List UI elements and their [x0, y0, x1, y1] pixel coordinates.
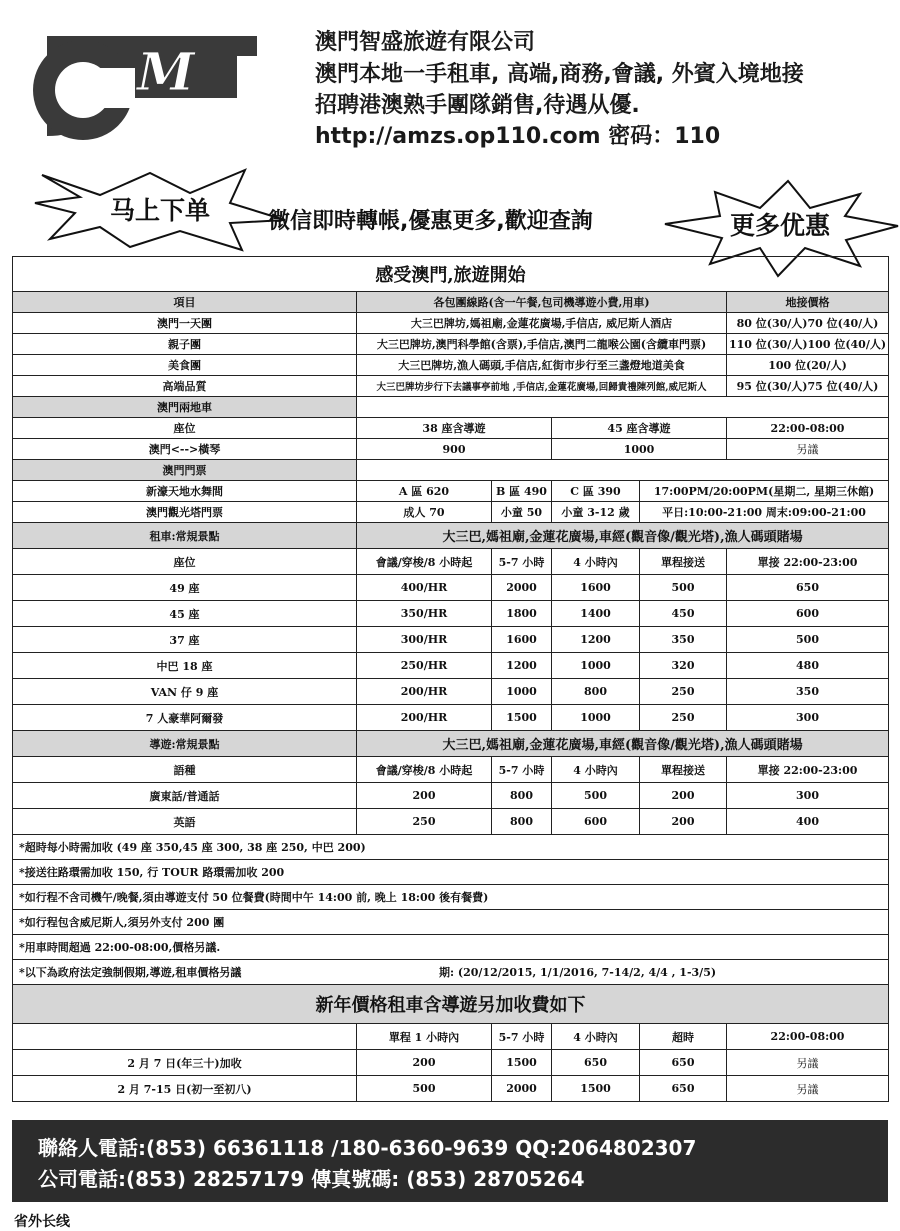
company-phone[interactable]: 公司電話:(853) 28257179 傳真號碼: (853) 28705264 — [38, 1167, 585, 1191]
tour-price: 110 位(30/人)100 位(40/人) — [727, 334, 889, 355]
tour-name: 美食團 — [13, 355, 357, 376]
svg-text:M: M — [137, 42, 195, 103]
note-row — [13, 835, 889, 860]
section-tickets — [13, 460, 889, 481]
col-header: 單程 1 小時內 — [357, 1024, 492, 1050]
newyear-title-row — [13, 985, 889, 1024]
header-price: 地接價格 — [727, 292, 889, 313]
more-offers-text: 更多优惠 — [729, 211, 831, 240]
order-now-text: 马上下单 — [109, 196, 211, 225]
note-row — [13, 860, 889, 885]
section-rental — [13, 523, 889, 549]
tour-price: 95 位(30/人)75 位(40/人) — [727, 376, 889, 397]
company-name: 澳門智盛旅遊有限公司 — [315, 30, 536, 55]
col-header: 單接 22:00-23:00 — [727, 757, 889, 783]
table-row: 49 座 400/HR 2000 1600 500 650 — [13, 575, 889, 601]
guide-header-row — [13, 757, 889, 783]
tour-name: 澳門一天團 — [13, 313, 357, 334]
section-label: 澳門兩地車 — [13, 397, 357, 418]
tour-name: 親子團 — [13, 334, 357, 355]
price-c: 另議 — [727, 439, 889, 460]
seat-time: 22:00-08:00 — [727, 418, 889, 439]
table-row: 2 月 7-15 日(初一至初八) 500 2000 1500 650 另議 — [13, 1076, 889, 1102]
ticket-note: 平日:10:00-21:00 周末:09:00-21:00 — [640, 502, 889, 523]
col-header: 4 小時內 — [552, 757, 640, 783]
holiday-dates: 期: (20/12/2015, 1/1/2016, 7-14/2, 4/4 , 1-3/5) — [439, 966, 717, 979]
note-row — [13, 910, 889, 935]
price-b: 1000 — [552, 439, 727, 460]
contact-footer — [12, 1120, 888, 1202]
table-row: 45 座 350/HR 1800 1400 450 600 — [13, 601, 889, 627]
company-logo — [25, 28, 270, 148]
ticket-name: 新濠天地水舞間 — [13, 481, 357, 502]
col-header: 超時 — [640, 1024, 727, 1050]
holiday-note — [13, 960, 889, 985]
note-text: *接送往路環需加收 150, 行 TOUR 路環需加收 200 — [13, 860, 889, 885]
table-row — [13, 439, 889, 460]
rental-header-row — [13, 549, 889, 575]
logo-cn-text: 智盛旅游有限公司 — [143, 100, 231, 113]
price-table — [12, 256, 889, 1102]
col-header: 語種 — [13, 757, 357, 783]
ticket-b: B 區 490 — [492, 481, 552, 502]
ticket-name: 澳門觀光塔門票 — [13, 502, 357, 523]
tour-header-row — [13, 292, 889, 313]
price-a: 900 — [357, 439, 552, 460]
note-text: *用車時間超過 22:00-08:00,價格另議. — [13, 935, 889, 960]
tour-route: 大三巴牌坊,澳門科學館(含票),手信店,澳門二龍喉公園(含纜車門票) — [357, 334, 727, 355]
table-row: VAN 仔 9 座 200/HR 1000 800 250 350 — [13, 679, 889, 705]
col-header: 單程接送 — [640, 549, 727, 575]
header-route: 各包團線路(含一午餐,包司機導遊小費,用車) — [357, 292, 727, 313]
col-header: 會議/穿梭/8 小時起 — [357, 757, 492, 783]
section-crossborder — [13, 397, 889, 418]
col-header: 4 小時內 — [552, 549, 640, 575]
col-header: 單程接送 — [640, 757, 727, 783]
tour-price: 80 位(30/人)70 位(40/人) — [727, 313, 889, 334]
note-row — [13, 885, 889, 910]
section-label: 導遊:常規景點 — [13, 731, 357, 757]
table-row — [13, 481, 889, 502]
logo-en-text: SMART (C&M) TURISMO LDA. — [143, 117, 249, 125]
col-header: 5-7 小時 — [492, 757, 552, 783]
col-header: 單接 22:00-23:00 — [727, 549, 889, 575]
col-header: 5-7 小時 — [492, 1024, 552, 1050]
table-row: 37 座 300/HR 1600 1200 350 500 — [13, 627, 889, 653]
col-header: 22:00-08:00 — [727, 1024, 889, 1050]
note-text: *如行程包含威尼斯人,須另外支付 200 團 — [13, 910, 889, 935]
col-header: 5-7 小時 — [492, 549, 552, 575]
tour-name: 高端品質 — [13, 376, 357, 397]
bottom-text: 省外长线 — [14, 1214, 70, 1230]
header-services: 澳門本地一手租車, 高端,商務,會議, 外賓入境地接 — [315, 62, 804, 87]
newyear-header-row — [13, 1024, 889, 1050]
col-header: 座位 — [13, 549, 357, 575]
ticket-a: A 區 620 — [357, 481, 492, 502]
col-header: 4 小時內 — [552, 1024, 640, 1050]
note-row-holiday — [13, 960, 889, 985]
section-label: 澳門門票 — [13, 460, 357, 481]
tour-price: 100 位(20/人) — [727, 355, 889, 376]
section-guide — [13, 731, 889, 757]
table-row — [13, 502, 889, 523]
section-area: 大三巴,媽祖廟,金蓮花廣場,車經(觀音像/觀光塔),漁人碼頭賭場 — [357, 731, 889, 757]
order-now-burst[interactable] — [30, 165, 290, 255]
newyear-title: 新年價格租車含導遊另加收費如下 — [13, 985, 889, 1024]
table-row: 廣東話/普通話 200 800 500 200 300 — [13, 783, 889, 809]
tour-route: 大三巴牌坊,媽祖廟,金蓮花廣場,手信店, 威尼斯人酒店 — [357, 313, 727, 334]
col-header: 會議/穿梭/8 小時起 — [357, 549, 492, 575]
table-row — [13, 334, 889, 355]
table-row — [13, 313, 889, 334]
ticket-note: 17:00PM/20:00PM(星期二, 星期三休館) — [640, 481, 889, 502]
tour-route: 大三巴牌坊步行下去議事亭前地 ,手信店,金蓮花廣場,回歸貴禮陳列館,威尼斯人 — [357, 376, 727, 397]
header-item: 項目 — [13, 292, 357, 313]
holiday-text: *以下為政府法定強制假期,導遊,租車價格另議 — [19, 966, 242, 979]
seat-b: 45 座含導遊 — [552, 418, 727, 439]
table-row: 英語 250 800 600 200 400 — [13, 809, 889, 835]
header-recruit: 招聘港澳熟手團隊銷售,待遇从優. — [315, 93, 640, 118]
section-area: 大三巴,媽祖廟,金蓮花廣場,車經(觀音像/觀光塔),漁人碼頭賭場 — [357, 523, 889, 549]
note-text: *如行程不含司機午/晚餐,須由導遊支付 50 位餐費(時間中午 14:00 前, 晚上 18:00 後有餐費) — [13, 885, 889, 910]
contact-phone[interactable]: 聯絡人電話:(853) 66361118 /180-6360-9639 QQ:2064802307 — [38, 1136, 697, 1160]
ticket-c: 小童 3-12 歲 — [552, 502, 640, 523]
ticket-b: 小童 50 — [492, 502, 552, 523]
note-row — [13, 935, 889, 960]
tour-route: 大三巴牌坊,漁人碼頭,手信店,紅街市步行至三盞燈地道美食 — [357, 355, 727, 376]
header-website[interactable]: http://amzs.op110.com 密码：110 — [315, 124, 721, 149]
table-row — [13, 418, 889, 439]
ticket-a: 成人 70 — [357, 502, 492, 523]
table-row — [13, 376, 889, 397]
seat-label: 座位 — [13, 418, 357, 439]
table-title: 感受澳門,旅遊開始 — [13, 257, 889, 292]
table-row: 2 月 7 日(年三十)加收 200 1500 650 650 另議 — [13, 1050, 889, 1076]
seat-a: 38 座含導遊 — [357, 418, 552, 439]
wechat-promo-text: 微信即時轉帳,優惠更多,歡迎查詢 — [268, 209, 593, 234]
section-label: 租車:常規景點 — [13, 523, 357, 549]
table-row: 中巴 18 座 250/HR 1200 1000 320 480 — [13, 653, 889, 679]
note-text: *超時每小時需加收 (49 座 350,45 座 300, 38 座 250, 中巴 200) — [13, 835, 889, 860]
route-label: 澳門<-->橫琴 — [13, 439, 357, 460]
ticket-c: C 區 390 — [552, 481, 640, 502]
table-row: 7 人豪華阿爾發 200/HR 1500 1000 250 300 — [13, 705, 889, 731]
table-row — [13, 355, 889, 376]
